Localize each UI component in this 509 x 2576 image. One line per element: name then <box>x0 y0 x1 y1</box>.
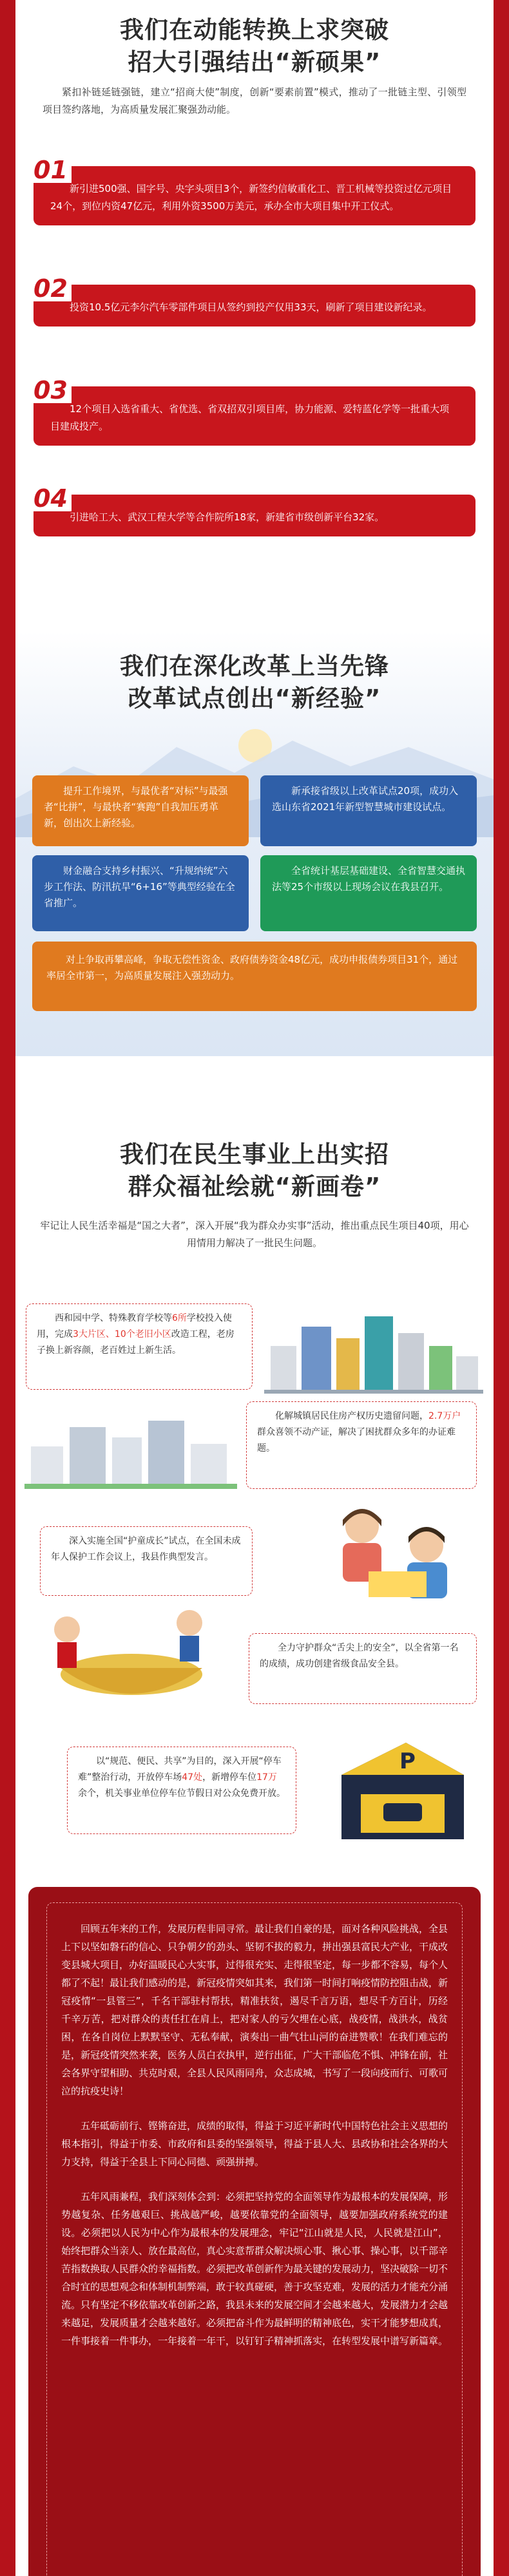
card-text: 余个，机关事业单位停车位节假日对公众免费开放。 <box>78 1788 285 1799</box>
card-text: 学校投入使用，完成 <box>37 1313 232 1340</box>
item-04 <box>34 484 475 536</box>
card-highlight: 6所 <box>172 1313 187 1323</box>
city-buildings-icon <box>264 1301 483 1397</box>
card-text: 深入实施全国“护童成长”试点，在全国未成年人保护工作会议上，我县作典型发言。 <box>51 1536 241 1562</box>
card-text: 群众喜领不动产证，解决了困扰群众多年的办证难题。 <box>257 1427 456 1454</box>
section3-intro: 牢记让人民生活幸福是“国之大者”，深入开展“我为群众办实事”活动，推出重点民生项目40项，用心用情用力解决了一批民生问题。 <box>40 1220 469 1249</box>
livelihood-card-children <box>40 1526 253 1596</box>
card-text: 以“规范、便民、共享”为目的，深入开展“停车难”整治行动，开放停车场 <box>78 1756 282 1783</box>
section1-title-line2: 招大引强结出“新硕果” <box>128 48 381 76</box>
reform-box-2: 新承接省级以上改革试点20项，成功入选山东省2021年新型智慧城市建设试点。 <box>260 775 477 846</box>
card-highlight: 17万 <box>256 1772 277 1783</box>
section1-title <box>15 14 494 79</box>
section3-title-line1: 我们在民生事业上出实招 <box>120 1141 389 1168</box>
section1-intro: 紧扣补链延链强链，建立“招商大使”制度，创新“要素前置”模式，推动了一批链主型、引领型项目签约落地，为高质量发展汇聚强劲动能。 <box>43 86 466 115</box>
residential-buildings-icon <box>24 1414 237 1492</box>
reform-box-1: 提升工作境界，与最优者“对标”与最强者“比拼”，与最快者“赛跑”自我加压勇革新，创出次上新经验。 <box>32 775 249 846</box>
left-frame-border <box>0 0 15 2576</box>
item-number: 02 <box>30 276 72 301</box>
section3-title <box>15 1139 494 1203</box>
parking-p-icon: P <box>399 1748 416 1774</box>
card-highlight: 47处 <box>182 1772 203 1783</box>
item-03 <box>34 376 475 446</box>
livelihood-card-school <box>26 1303 253 1390</box>
card-text: 改造工程，老房子换上新容颜，老百姓过上新生活。 <box>37 1329 235 1356</box>
page <box>15 0 494 2576</box>
closing-paragraph-2: 五年砥砺前行、铿锵奋进，成绩的取得，得益于习近平新时代中国特色社会主义思想的根本指引，得益于市委、市政府和县委的坚强领导，得益于县人大、县政协和社会各界的大力支持，得益于全县上下同心同德、顽强拼搏。 <box>61 2120 448 2168</box>
card-text: 全力守护群众“舌尖上的安全”，以全省第一名的成绩，成功创建省级食品安全县。 <box>260 1643 459 1669</box>
item-number: 04 <box>30 486 72 511</box>
section2-title <box>15 650 494 715</box>
item-text: 新引进500强、国字号、央字头项目3个，新签约信敏重化工、晋工机械等投资过亿元项目24个，到位内资47亿元，利用外资3500万美元，承办全市大项目集中开工仪式。 <box>34 166 475 225</box>
card-highlight: 2.7万户 <box>428 1411 461 1421</box>
item-text: 引进哈工大、武汉工程大学等合作院所18家，新建省市级创新平台32家。 <box>34 495 475 536</box>
section2-title-line2: 改革试点创出“新经验” <box>128 685 381 712</box>
card-text: 化解城镇居民住房产权历史遗留问题， <box>275 1411 428 1421</box>
reform-box-4: 全省统计基层基础建设、全省智慧交通执法等25个市级以上现场会议在我县召开。 <box>260 855 477 931</box>
card-highlight: 3大片区、10个老旧小区 <box>73 1329 171 1340</box>
food-safety-illustration <box>35 1597 222 1707</box>
section2-title-line1: 我们在深化改革上当先锋 <box>120 652 389 680</box>
parking-garage-icon <box>322 1723 477 1852</box>
right-frame-border <box>494 0 509 2576</box>
reading-children-icon <box>323 1501 485 1610</box>
reform-box-3: 财金融合支持乡村振兴、“升规纳统”六步工作法、防汛抗旱“6+16”等典型经验在全省推广。 <box>32 855 249 931</box>
livelihood-card-food-safety <box>249 1633 477 1704</box>
livelihood-card-parking <box>67 1747 296 1834</box>
closing-paragraph-1: 回顾五年来的工作，发展历程非同寻常。最让我们自豪的是，面对各种风险挑战，全县上下以坚如磐石的信心、只争朝夕的劲头、坚韧不拔的毅力，拼出强县富民大产业，干成改变县城大项目，办好温暖民心大实事，过得很充实、走得很坚定，每一步都不容易，每个人都了不起！最让我们感动的是，新冠疫情突如其来，我们第一时间打响疫情防控阻击战，新冠疫情“一县管三”，千名干部驻村帮扶，精准扶贫，遏尽千言万语，想尽千方百计，历经千辛万苦，把对群众的责任扛在肩上，把对家人的亏欠埋在心底，战疫情，战洪水，战贫困，在各自岗位上默默坚守、无私奉献，演奏出一曲气壮山河的奋进赞歌！在我们难忘的是，新冠疫情突然来袭，医务人员白衣执甲，逆行出征，广大干部临危不惧、冲锋在前，社会各界守望相助、共克时艰，全县人民风雨同舟，众志成城，书写了一段向疫而行、可歌可泣的抗疫史诗！ <box>61 1923 448 2097</box>
item-02 <box>34 274 475 327</box>
item-number: 01 <box>30 157 72 183</box>
reform-box-5: 对上争取再攀高峰，争取无偿性资金、政府债券资金48亿元，成功申报债券项目31个，通过率居全市第一，为高质量发展注入强劲动力。 <box>32 942 477 1011</box>
closing-panel-inner <box>46 1902 463 2576</box>
card-text: ，新增停车位 <box>202 1772 257 1783</box>
section3-title-line2: 群众福祉绘就“新画卷” <box>128 1173 381 1200</box>
item-01 <box>34 156 475 225</box>
card-text: 西和园中学、特殊教育学校等 <box>55 1313 172 1323</box>
item-text: 投资10.5亿元李尔汽车零部件项目从签约到投产仅用33天，刷新了项目建设新纪录。 <box>34 285 475 327</box>
item-number: 03 <box>30 377 72 403</box>
closing-paragraph-3: 五年风雨兼程，我们深刻体会到：必须把坚持党的全面领导作为最根本的发展保障，形势越复杂、任务越艰巨、挑战越严峻，越要依靠党的全面领导，越要加强政府系统党的建设。必须把以人民为中心作为最根本的发展理念，牢记“江山就是人民，人民就是江山”，始终把群众当亲人、放在最高位，真心实意帮群众解决烦心事、揪心事、操心事，以千部辛苦指数换取人民群众的幸福指数。必须把改革创新作为最关键的发展动力，坚决破除一切不合时宜的思想观念和体制机制弊端，敢于较真碰硬，善于攻坚克难，发展的活力才能充分涌流。只有坚定不移依靠改革创新之路，我县未来的发展空间才会越来越大，发展潜力才会越来越足，发展质量才会越来越好。必须把奋斗作为最鲜明的精神底色，实干才能梦想成真，一件事接着一件事办，一年接着一年干，以钉钉子精神抓落实，在转型发展中谱写新篇章。 <box>61 2191 448 2347</box>
section1-title-line1: 我们在动能转换上求突破 <box>120 16 389 44</box>
item-text: 12个项目入选省重大、省优选、省双招双引项目库，协力能源、爱特蓝化学等一批重大项目建成投产。 <box>34 386 475 446</box>
livelihood-card-housing <box>246 1401 477 1489</box>
closing-panel <box>28 1887 481 2576</box>
